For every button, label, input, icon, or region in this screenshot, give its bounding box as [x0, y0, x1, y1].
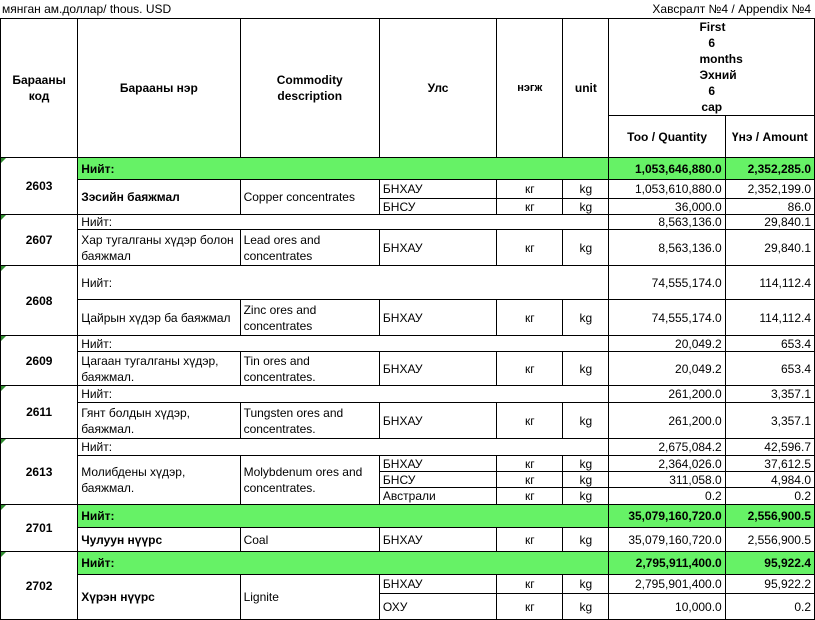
- total-amount: 2,556,900.5: [725, 505, 814, 528]
- table-row: [1, 230, 815, 266]
- table-row: [1, 403, 815, 439]
- table-row: [1, 352, 815, 386]
- unit-mn-cell: кг: [497, 403, 563, 439]
- country-cell: БНХАУ: [379, 456, 496, 472]
- export-commodity-table: [0, 18, 815, 620]
- country-cell: БНХАУ: [379, 180, 496, 199]
- total-row: [1, 439, 815, 456]
- sheet-header-line: [0, 0, 815, 18]
- table-row: [1, 456, 815, 472]
- country-cell: БНХАУ: [379, 352, 496, 386]
- commodity-name-mn: Цагаан тугалганы хүдэр, баяжмал.: [78, 352, 240, 386]
- commodity-name-en: Lignite: [240, 575, 379, 620]
- commodity-name-en: Copper concentrates: [240, 180, 379, 215]
- commodity-name-mn: Чулуун нүүрс: [78, 528, 240, 552]
- unit-mn-cell: кг: [497, 528, 563, 552]
- quantity-cell: 261,200.0: [609, 403, 725, 439]
- total-row: [1, 336, 815, 352]
- header-name-en: Commodity description: [240, 19, 379, 158]
- table-row: [1, 528, 815, 552]
- commodity-code: 2613: [1, 439, 78, 505]
- total-quantity: 261,200.0: [609, 386, 725, 403]
- total-label: Нийт:: [78, 505, 609, 528]
- unit-mn-cell: кг: [497, 300, 563, 336]
- total-amount: 42,596.7: [725, 439, 814, 456]
- total-amount: 2,352,285.0: [725, 158, 814, 180]
- unit-mn-cell: кг: [497, 180, 563, 199]
- total-label: Нийт:: [78, 386, 609, 403]
- quantity-cell: 10,000.0: [609, 594, 725, 620]
- commodity-code: 2603: [1, 158, 78, 215]
- total-label: Нийт:: [78, 439, 609, 456]
- total-label: Нийт:: [78, 266, 609, 300]
- commodity-name-en: Coal: [240, 528, 379, 552]
- unit-en-cell: kg: [563, 403, 609, 439]
- unit-mn-cell: кг: [497, 472, 563, 488]
- total-quantity: 2,675,084.2: [609, 439, 725, 456]
- quantity-cell: 36,000.0: [609, 199, 725, 215]
- unit-en-cell: kg: [563, 300, 609, 336]
- total-quantity: 74,555,174.0: [609, 266, 725, 300]
- unit-en-cell: kg: [563, 472, 609, 488]
- header-country: Улс: [379, 19, 496, 158]
- amount-cell: 0.2: [725, 594, 814, 620]
- unit-en-cell: kg: [563, 575, 609, 594]
- unit-en-cell: kg: [563, 528, 609, 552]
- amount-cell: 3,357.1: [725, 403, 814, 439]
- header-code: Барааны код: [1, 19, 78, 158]
- total-label: Нийт:: [78, 552, 609, 575]
- amount-cell: 2,352,199.0: [725, 180, 814, 199]
- unit-en-cell: kg: [563, 352, 609, 386]
- table-body: [1, 158, 815, 620]
- commodity-name-mn: Хүрэн нүүрс: [78, 575, 240, 620]
- commodity-name-mn: Хар тугалганы хүдэр болон баяжмал: [78, 230, 240, 266]
- commodity-name-en: Zinc ores and concentrates: [240, 300, 379, 336]
- quantity-cell: 2,364,026.0: [609, 456, 725, 472]
- unit-mn-cell: кг: [497, 575, 563, 594]
- commodity-code: 2608: [1, 266, 78, 336]
- unit-en-cell: kg: [563, 199, 609, 215]
- country-cell: БНСУ: [379, 472, 496, 488]
- commodity-code: 2702: [1, 552, 78, 620]
- unit-mn-cell: кг: [497, 199, 563, 215]
- table-row: [1, 300, 815, 336]
- total-row: [1, 386, 815, 403]
- amount-cell: 114,112.4: [725, 300, 814, 336]
- table-row: [1, 180, 815, 199]
- header-unit-en: unit: [563, 19, 609, 158]
- country-cell: БНХАУ: [379, 575, 496, 594]
- country-cell: Австрали: [379, 488, 496, 505]
- amount-cell: 4,984.0: [725, 472, 814, 488]
- unit-mn-cell: кг: [497, 230, 563, 266]
- country-cell: БНСУ: [379, 199, 496, 215]
- commodity-code: 2701: [1, 505, 78, 552]
- commodity-name-en: Tin ores and concentrates.: [240, 352, 379, 386]
- unit-mn-cell: кг: [497, 594, 563, 620]
- country-cell: БНХАУ: [379, 230, 496, 266]
- header-amount: Үнэ / Amount: [725, 116, 814, 158]
- commodity-name-mn: Цайрын хүдэр ба баяжмал: [78, 300, 240, 336]
- country-cell: БНХАУ: [379, 300, 496, 336]
- total-row: [1, 215, 815, 230]
- commodity-code: 2607: [1, 215, 78, 266]
- total-row: [1, 505, 815, 528]
- total-amount: 29,840.1: [725, 215, 814, 230]
- total-row: [1, 158, 815, 180]
- amount-cell: 0.2: [725, 488, 814, 505]
- amount-cell: 37,612.5: [725, 456, 814, 472]
- header-quantity: Тоо / Quantity: [609, 116, 725, 158]
- unit-mn-cell: кг: [497, 456, 563, 472]
- amount-cell: 2,556,900.5: [725, 528, 814, 552]
- header-name-mn: Барааны нэр: [78, 19, 240, 158]
- currency-unit-label: мянган ам.доллар/ thous. USD: [2, 2, 172, 16]
- quantity-cell: 74,555,174.0: [609, 300, 725, 336]
- quantity-cell: 0.2: [609, 488, 725, 505]
- country-cell: ОХУ: [379, 594, 496, 620]
- amount-cell: 29,840.1: [725, 230, 814, 266]
- amount-cell: 86.0: [725, 199, 814, 215]
- unit-en-cell: kg: [563, 230, 609, 266]
- total-label: Нийт:: [78, 336, 609, 352]
- total-quantity: 20,049.2: [609, 336, 725, 352]
- unit-en-cell: kg: [563, 594, 609, 620]
- header-unit-mn: нэгж: [497, 19, 563, 158]
- total-label: Нийт:: [78, 215, 609, 230]
- commodity-name-en: Tungsten ores and concentrates.: [240, 403, 379, 439]
- total-amount: 95,922.4: [725, 552, 814, 575]
- total-amount: 653.4: [725, 336, 814, 352]
- commodity-name-mn: Гянт болдын хүдэр, баяжмал.: [78, 403, 240, 439]
- total-amount: 114,112.4: [725, 266, 814, 300]
- commodity-code: 2609: [1, 336, 78, 386]
- unit-en-cell: kg: [563, 180, 609, 199]
- quantity-cell: 1,053,610,880.0: [609, 180, 725, 199]
- amount-cell: 653.4: [725, 352, 814, 386]
- quantity-cell: 8,563,136.0: [609, 230, 725, 266]
- quantity-cell: 311,058.0: [609, 472, 725, 488]
- commodity-name-en: Molybdenum ores and concentrates.: [240, 456, 379, 505]
- total-amount: 3,357.1: [725, 386, 814, 403]
- total-quantity: 8,563,136.0: [609, 215, 725, 230]
- country-cell: БНХАУ: [379, 403, 496, 439]
- quantity-cell: 35,079,160,720.0: [609, 528, 725, 552]
- total-quantity: 35,079,160,720.0: [609, 505, 725, 528]
- commodity-name-en: Lead ores and concentrates: [240, 230, 379, 266]
- header-period: First 6 months Эхний 6 сар: [609, 19, 815, 116]
- country-cell: БНХАУ: [379, 528, 496, 552]
- quantity-cell: 2,795,901,400.0: [609, 575, 725, 594]
- total-label: Нийт:: [78, 158, 609, 180]
- unit-mn-cell: кг: [497, 488, 563, 505]
- total-quantity: 1,053,646,880.0: [609, 158, 725, 180]
- total-row: [1, 266, 815, 300]
- quantity-cell: 20,049.2: [609, 352, 725, 386]
- unit-en-cell: kg: [563, 488, 609, 505]
- commodity-code: 2611: [1, 386, 78, 439]
- commodity-name-mn: Молибдены хүдэр, баяжмал.: [78, 456, 240, 505]
- appendix-label: Хавсралт №4 / Appendix №4: [652, 2, 811, 16]
- table-row: [1, 575, 815, 594]
- commodity-name-mn: Зэсийн баяжмал: [78, 180, 240, 215]
- unit-en-cell: kg: [563, 456, 609, 472]
- unit-mn-cell: кг: [497, 352, 563, 386]
- amount-cell: 95,922.2: [725, 575, 814, 594]
- total-quantity: 2,795,911,400.0: [609, 552, 725, 575]
- total-row: [1, 552, 815, 575]
